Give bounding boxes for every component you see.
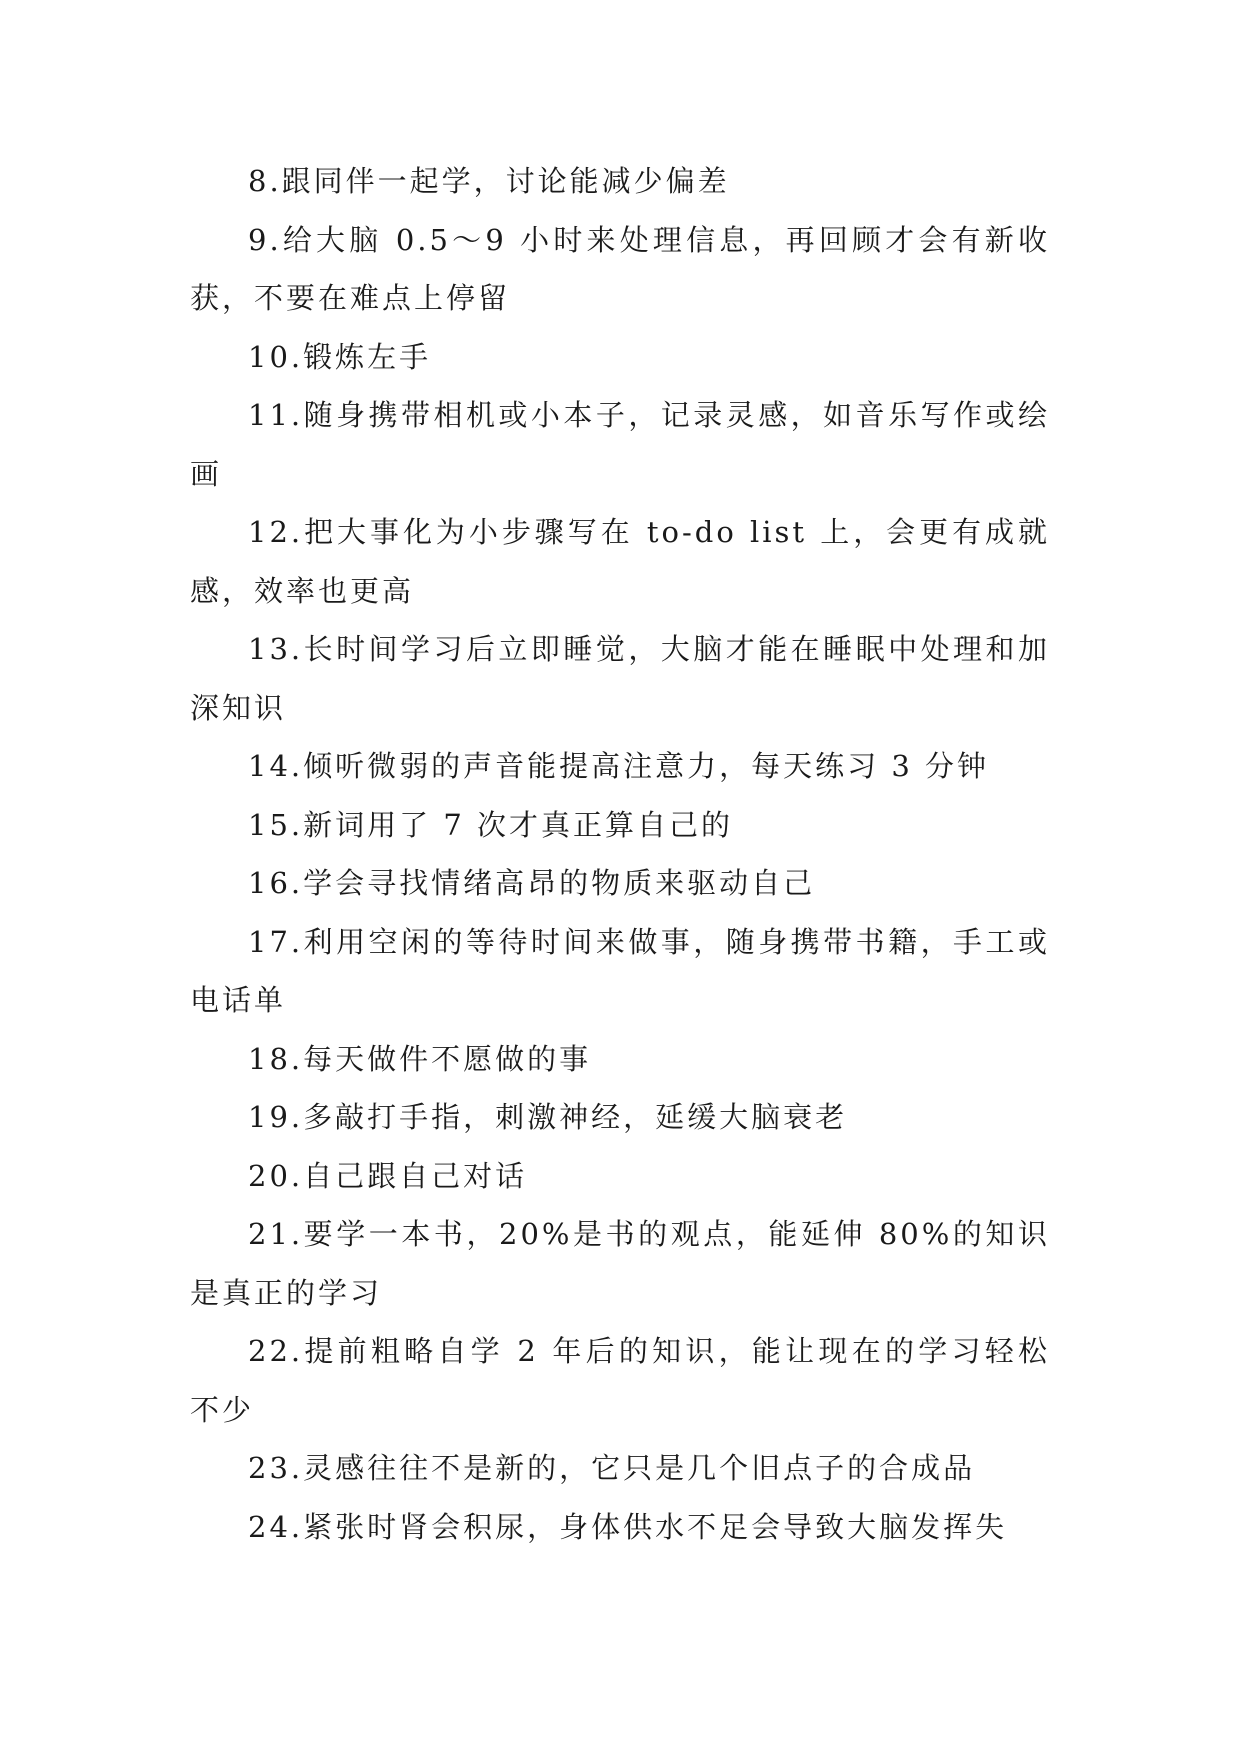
paragraph: 24.紧张时肾会积尿，身体供水不足会导致大脑发挥失 <box>248 1509 1008 1544</box>
paragraph: 15.新词用了 7 次才真正算自己的 <box>248 807 734 842</box>
paragraph: 20.自己跟自己对话 <box>248 1158 528 1193</box>
paragraph: 16.学会寻找情绪高昂的物质来驱动自己 <box>248 866 816 900</box>
paragraph: 22.提前粗略自学 2 年后的知识，能让现在的学习轻松不少 <box>190 1334 1050 1427</box>
paragraph: 14.倾听微弱的声音能提高注意力，每天练习 3 分钟 <box>248 749 990 783</box>
paragraph: 21.要学一本书，20%是书的观点，能延伸 80%的知识是真正的学习 <box>190 1217 1050 1310</box>
paragraph: 12.把大事化为小步骤写在 to-do list 上，会更有成就感，效率也更高 <box>190 515 1050 608</box>
paragraph: 10.锻炼左手 <box>248 339 432 374</box>
paragraph: 9.给大脑 0.5～9 小时来处理信息，再回顾才会有新收获，不要在难点上停留 <box>190 222 1050 315</box>
paragraph: 19.多敲打手指，刺激神经，延缓大脑衰老 <box>248 1100 848 1134</box>
document-body <box>190 152 1050 1556</box>
paragraph: 11.随身携带相机或小本子，记录灵感，如音乐写作或绘画 <box>190 398 1050 491</box>
paragraph: 13.长时间学习后立即睡觉，大脑才能在睡眠中处理和加深知识 <box>190 632 1050 725</box>
paragraph: 17.利用空闲的等待时间来做事，随身携带书籍，手工或电话单 <box>190 924 1050 1017</box>
paragraph: 8.跟同伴一起学，讨论能减少偏差 <box>248 164 730 198</box>
paragraph: 23.灵感往往不是新的，它只是几个旧点子的合成品 <box>248 1451 976 1485</box>
paragraph: 18.每天做件不愿做的事 <box>248 1041 592 1076</box>
